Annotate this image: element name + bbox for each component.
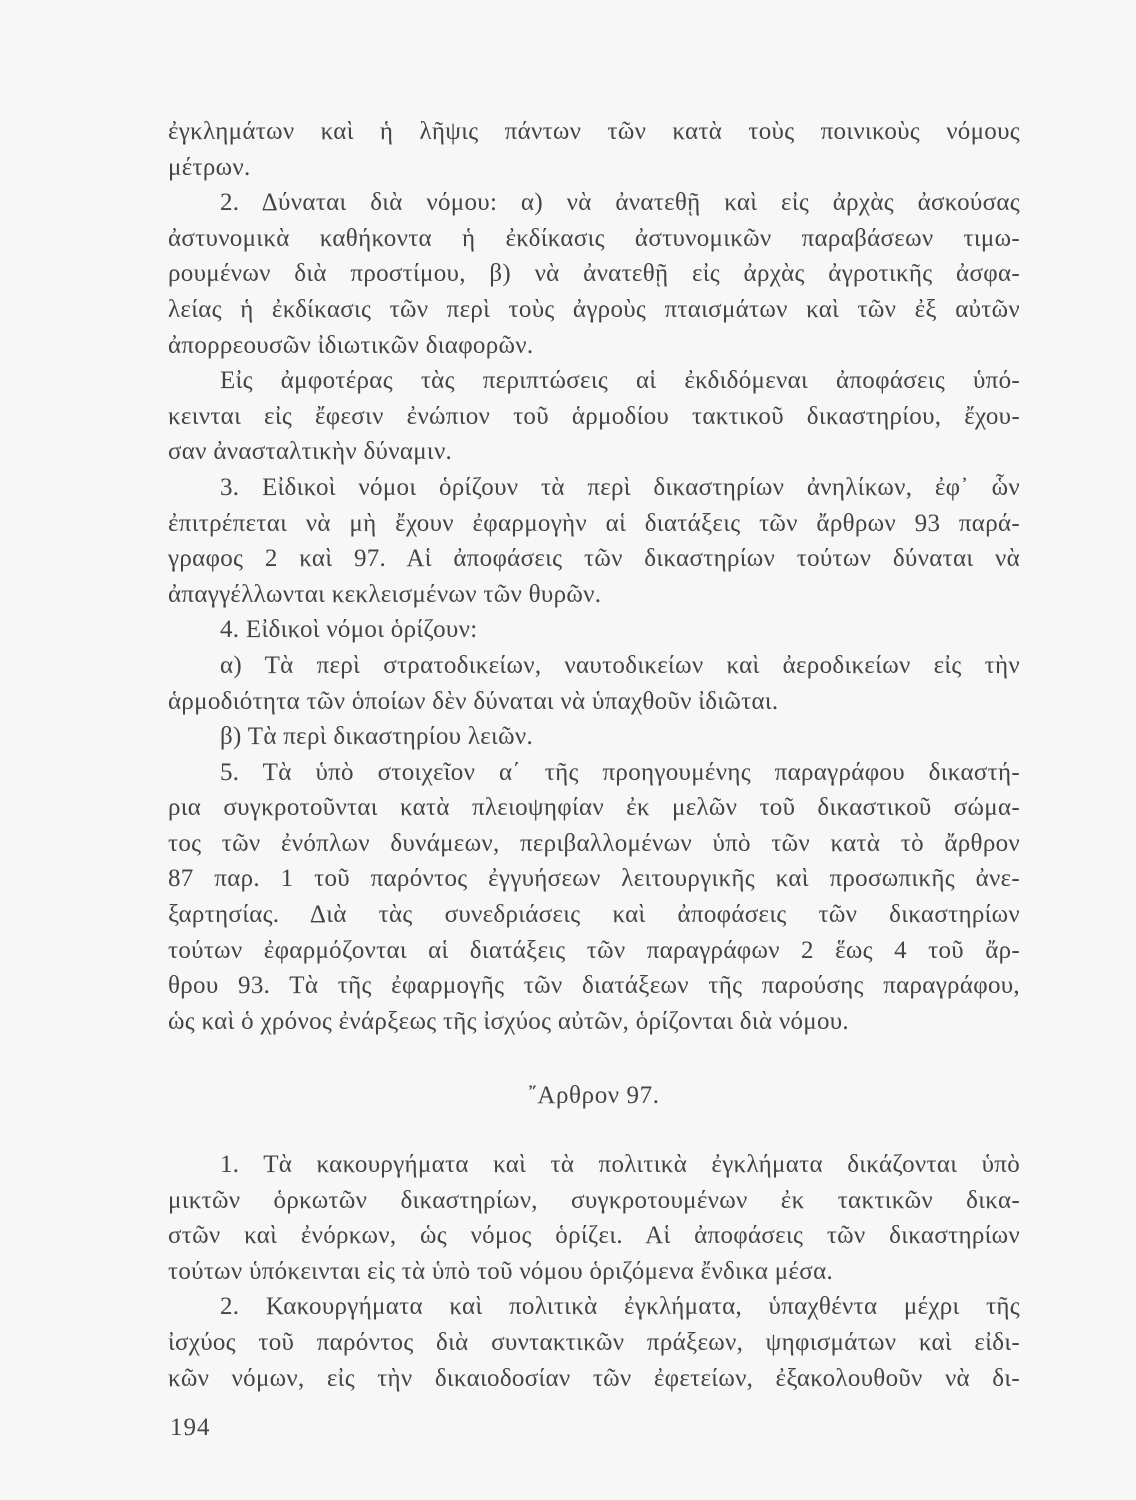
text-line: στῶν καὶ ἐνόρκων, ὡς νόμος ὁρίζει. Αἱ ἀποφάσεις τῶν δικαστηρίων	[168, 1222, 1020, 1250]
text-line: ἐγκλημάτων καὶ ἡ λῆψις πάντων τῶν κατὰ τοὺς ποινικοὺς νόμους	[168, 118, 1020, 145]
text-line: 5. Τὰ ὑπὸ στοιχεῖον α΄ τῆς προηγουμένης παραγράφου δικαστή-	[220, 758, 1020, 786]
text-line: 2. Κακουργήματα καὶ πολιτικὰ ἐγκλήματα, ὑπαχθέντα μέχρι τῆς	[220, 1293, 1020, 1321]
text-line: 2. Δύναται διὰ νόμου: α) νὰ ἀνατεθῇ καὶ εἰς ἀρχὰς ἀσκούσας	[220, 189, 1020, 217]
text-line: 4. Εἰδικοὶ νόμοι ὁρίζουν:	[220, 616, 478, 644]
text-line: ξαρτησίας. Διὰ τὰς συνεδριάσεις καὶ ἀποφάσεις τῶν δικαστηρίων	[168, 901, 1020, 929]
article-97-body	[168, 1147, 1020, 1396]
text-line: τούτων ἐφαρμόζονται αἱ διατάξεις τῶν παραγράφων 2 ἕως 4 τοῦ ἄρ-	[168, 936, 1020, 964]
text-line: ἁρμοδιότητα τῶν ὁποίων δὲν δύναται νὰ ὑπαχθοῦν ἰδιῶται.	[168, 687, 779, 715]
text-line: κεινται εἰς ἔφεσιν ἐνώπιον τοῦ ἁρμοδίου τακτικοῦ δικαστηρίου, ἔχου-	[168, 402, 1020, 430]
text-line: ὡς καὶ ὁ χρόνος ἐνάρξεως τῆς ἰσχύος αὐτῶν, ὁρίζονται διὰ νόμου.	[168, 1007, 849, 1035]
text-line: λείας ἡ ἐκδίκασις τῶν περὶ τοὺς ἀγροὺς πταισμάτων καὶ τῶν ἐξ αὐτῶν	[168, 295, 1020, 323]
text-line: ἀπορρεουσῶν ἰδιωτικῶν διαφορῶν.	[168, 331, 534, 359]
text-line: ρια συγκροτοῦνται κατὰ πλειοψηφίαν ἐκ μελῶν τοῦ δικαστικοῦ σώμα-	[168, 794, 1020, 822]
text-line: ἀστυνομικὰ καθήκοντα ἡ ἐκδίκασις ἀστυνομικῶν παραβάσεων τιμω-	[168, 224, 1020, 252]
text-line: τος τῶν ἐνόπλων δυνάμεων, περιβαλλομένων ὑπὸ τῶν κατὰ τὸ ἄρθρον	[168, 829, 1020, 857]
text-line: σαν ἀνασταλτικὴν δύναμιν.	[168, 438, 453, 466]
article-96-continuation	[168, 114, 1020, 1039]
text-line: τούτων ὑπόκεινται εἰς τὰ ὑπὸ τοῦ νόμου ὁριζόμενα ἔνδικα μέσα.	[168, 1257, 834, 1285]
text-line: μικτῶν ὁρκωτῶν δικαστηρίων, συγκροτουμένων ἐκ τακτικῶν δικα-	[168, 1186, 1020, 1214]
text-line: ρουμένων διὰ προστίμου, β) νὰ ἀνατεθῇ εἰς ἀρχὰς ἀγροτικῆς ἀσφα-	[168, 260, 1020, 288]
article-heading: ῎Αρθρον 97.	[528, 1082, 660, 1109]
text-line: θρου 93. Τὰ τῆς ἐφαρμογῆς τῶν διατάξεων τῆς παρούσης παραγράφου,	[168, 972, 1020, 1000]
page-number: 194	[170, 1414, 211, 1441]
text-line: ἰσχύος τοῦ παρόντος διὰ συντακτικῶν πράξεων, ψηφισμάτων καὶ εἰδι-	[168, 1328, 1020, 1356]
text-line: α) Τὰ περὶ στρατοδικείων, ναυτοδικείων καὶ ἀεροδικείων εἰς τὴν	[220, 651, 1020, 679]
text-line: 1. Τὰ κακουργήματα καὶ τὰ πολιτικὰ ἐγκλήματα δικάζονται ὑπὸ	[220, 1151, 1020, 1178]
text-line: κῶν νόμων, εἰς τὴν δικαιοδοσίαν τῶν ἐφετείων, ἐξακολουθοῦν νὰ δι-	[168, 1364, 1020, 1392]
text-line: ἐπιτρέπεται νὰ μὴ ἔχουν ἐφαρμογὴν αἱ διατάξεις τῶν ἄρθρων 93 παρά-	[168, 509, 1020, 537]
text-line: ἀπαγγέλλωνται κεκλεισμένων τῶν θυρῶν.	[168, 580, 602, 608]
text-line: Εἰς ἀμφοτέρας τὰς περιπτώσεις αἱ ἐκδιδόμεναι ἀποφάσεις ὑπό-	[220, 367, 1020, 395]
text-line: γραφος 2 καὶ 97. Αἱ ἀποφάσεις τῶν δικαστηρίων τούτων δύναται νὰ	[168, 545, 1020, 573]
text-line: β) Τὰ περὶ δικαστηρίου λειῶν.	[220, 723, 533, 751]
text-line: μέτρων.	[168, 153, 251, 181]
text-line: 87 παρ. 1 τοῦ παρόντος ἐγγυήσεων λειτουργικῆς καὶ προσωπικῆς ἀνε-	[168, 865, 1020, 893]
text-line: 3. Εἰδικοὶ νόμοι ὁρίζουν τὰ περὶ δικαστηρίων ἀνηλίκων, ἐφ᾿ ὧν	[220, 473, 1020, 501]
